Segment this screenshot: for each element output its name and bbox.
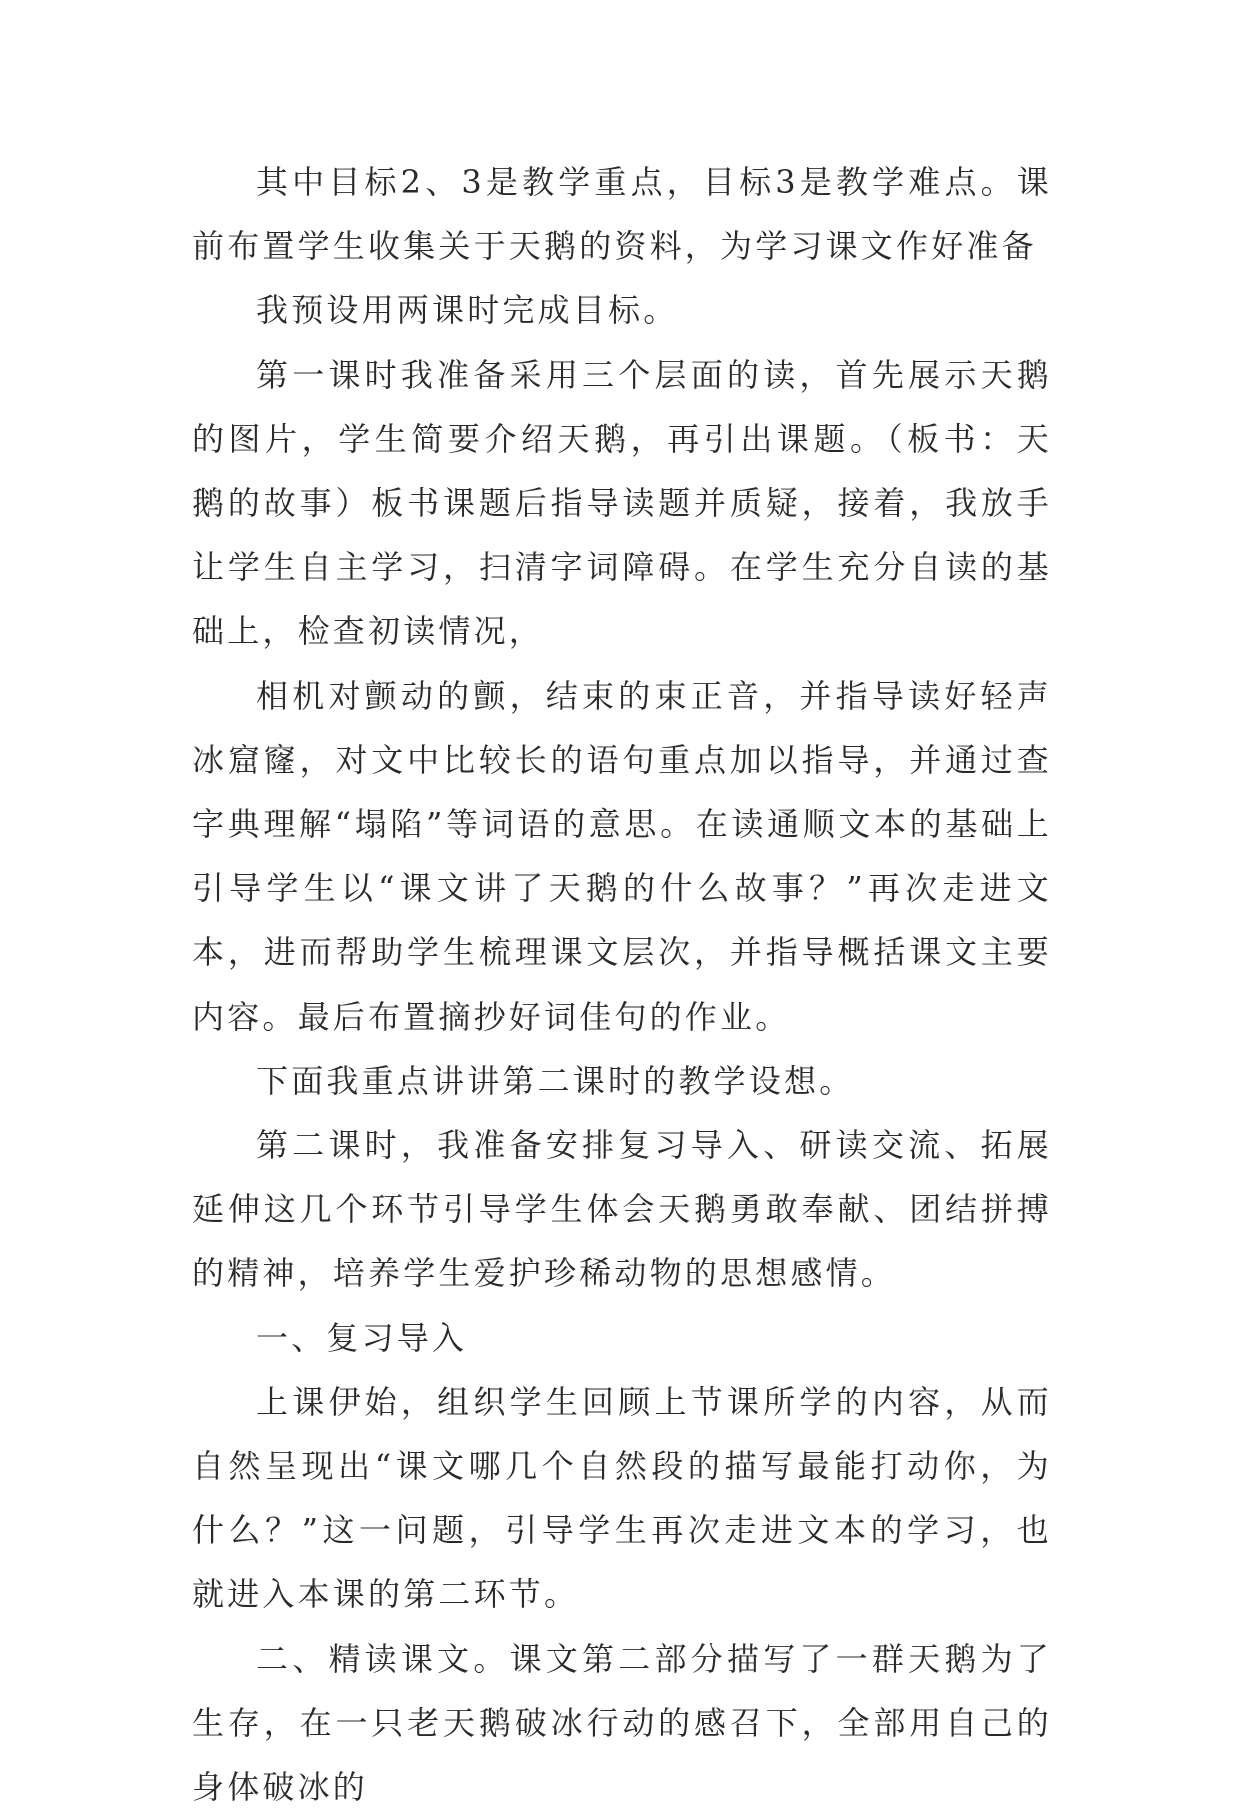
paragraph-review: 上课伊始，组织学生回顾上节课所学的内容，从而自然呈现出“课文哪几个自然段的描写最能打动你，为什么？”这一问题，引导学生再次走进文本的学习，也就进入本课的第二环节。 [192,1382,1052,1614]
section-heading-review: 一、复习导入 [256,1318,468,1357]
paragraph-first-lesson: 第一课时我准备采用三个层面的读，首先展示天鹅的图片，学生简要介绍天鹅，再引出课题。（板书：天鹅的故事）板书课题后指导读题并质疑，接着，我放手让学生自主学习，扫清字词障碍。在学生充分自读的基础上，检查初读情况， [192,355,1052,651]
paragraph-second-lesson-intro: 下面我重点讲讲第二课时的教学设想。 [256,1061,855,1100]
paragraph-goals-focus: 其中目标2、3是教学重点，目标3是教学难点。课前布置学生收集关于天鹅的资料，为学习课文作好准备 [192,163,1052,266]
document-body [192,150,1052,1819]
paragraph-second-lesson-plan: 第二课时，我准备安排复习导入、研读交流、拓展延伸这几个环节引导学生体会天鹅勇敢奉献、团结拼搏的精神，培养学生爱护珍稀动物的思想感情。 [192,1126,1052,1293]
paragraph-pronunciation: 相机对颤动的颤，结束的束正音，并指导读好轻声冰窟窿，对文中比较长的语句重点加以指导，并通过查字典理解“塌陷”等词语的意思。在读通顺文本的基础上引导学生以“课文讲了天鹅的什么故事？”再次走进文本，进而帮助学生梳理课文层次，并指导概括课文主要内容。最后布置摘抄好词佳句的作业。 [192,676,1052,1036]
paragraph-close-reading: 二、精读课文。课文第二部分描写了一群天鹅为了生存，在一只老天鹅破冰行动的感召下，全部用自己的身体破冰的 [192,1639,1052,1807]
paragraph-two-lessons: 我预设用两课时完成目标。 [256,291,679,330]
